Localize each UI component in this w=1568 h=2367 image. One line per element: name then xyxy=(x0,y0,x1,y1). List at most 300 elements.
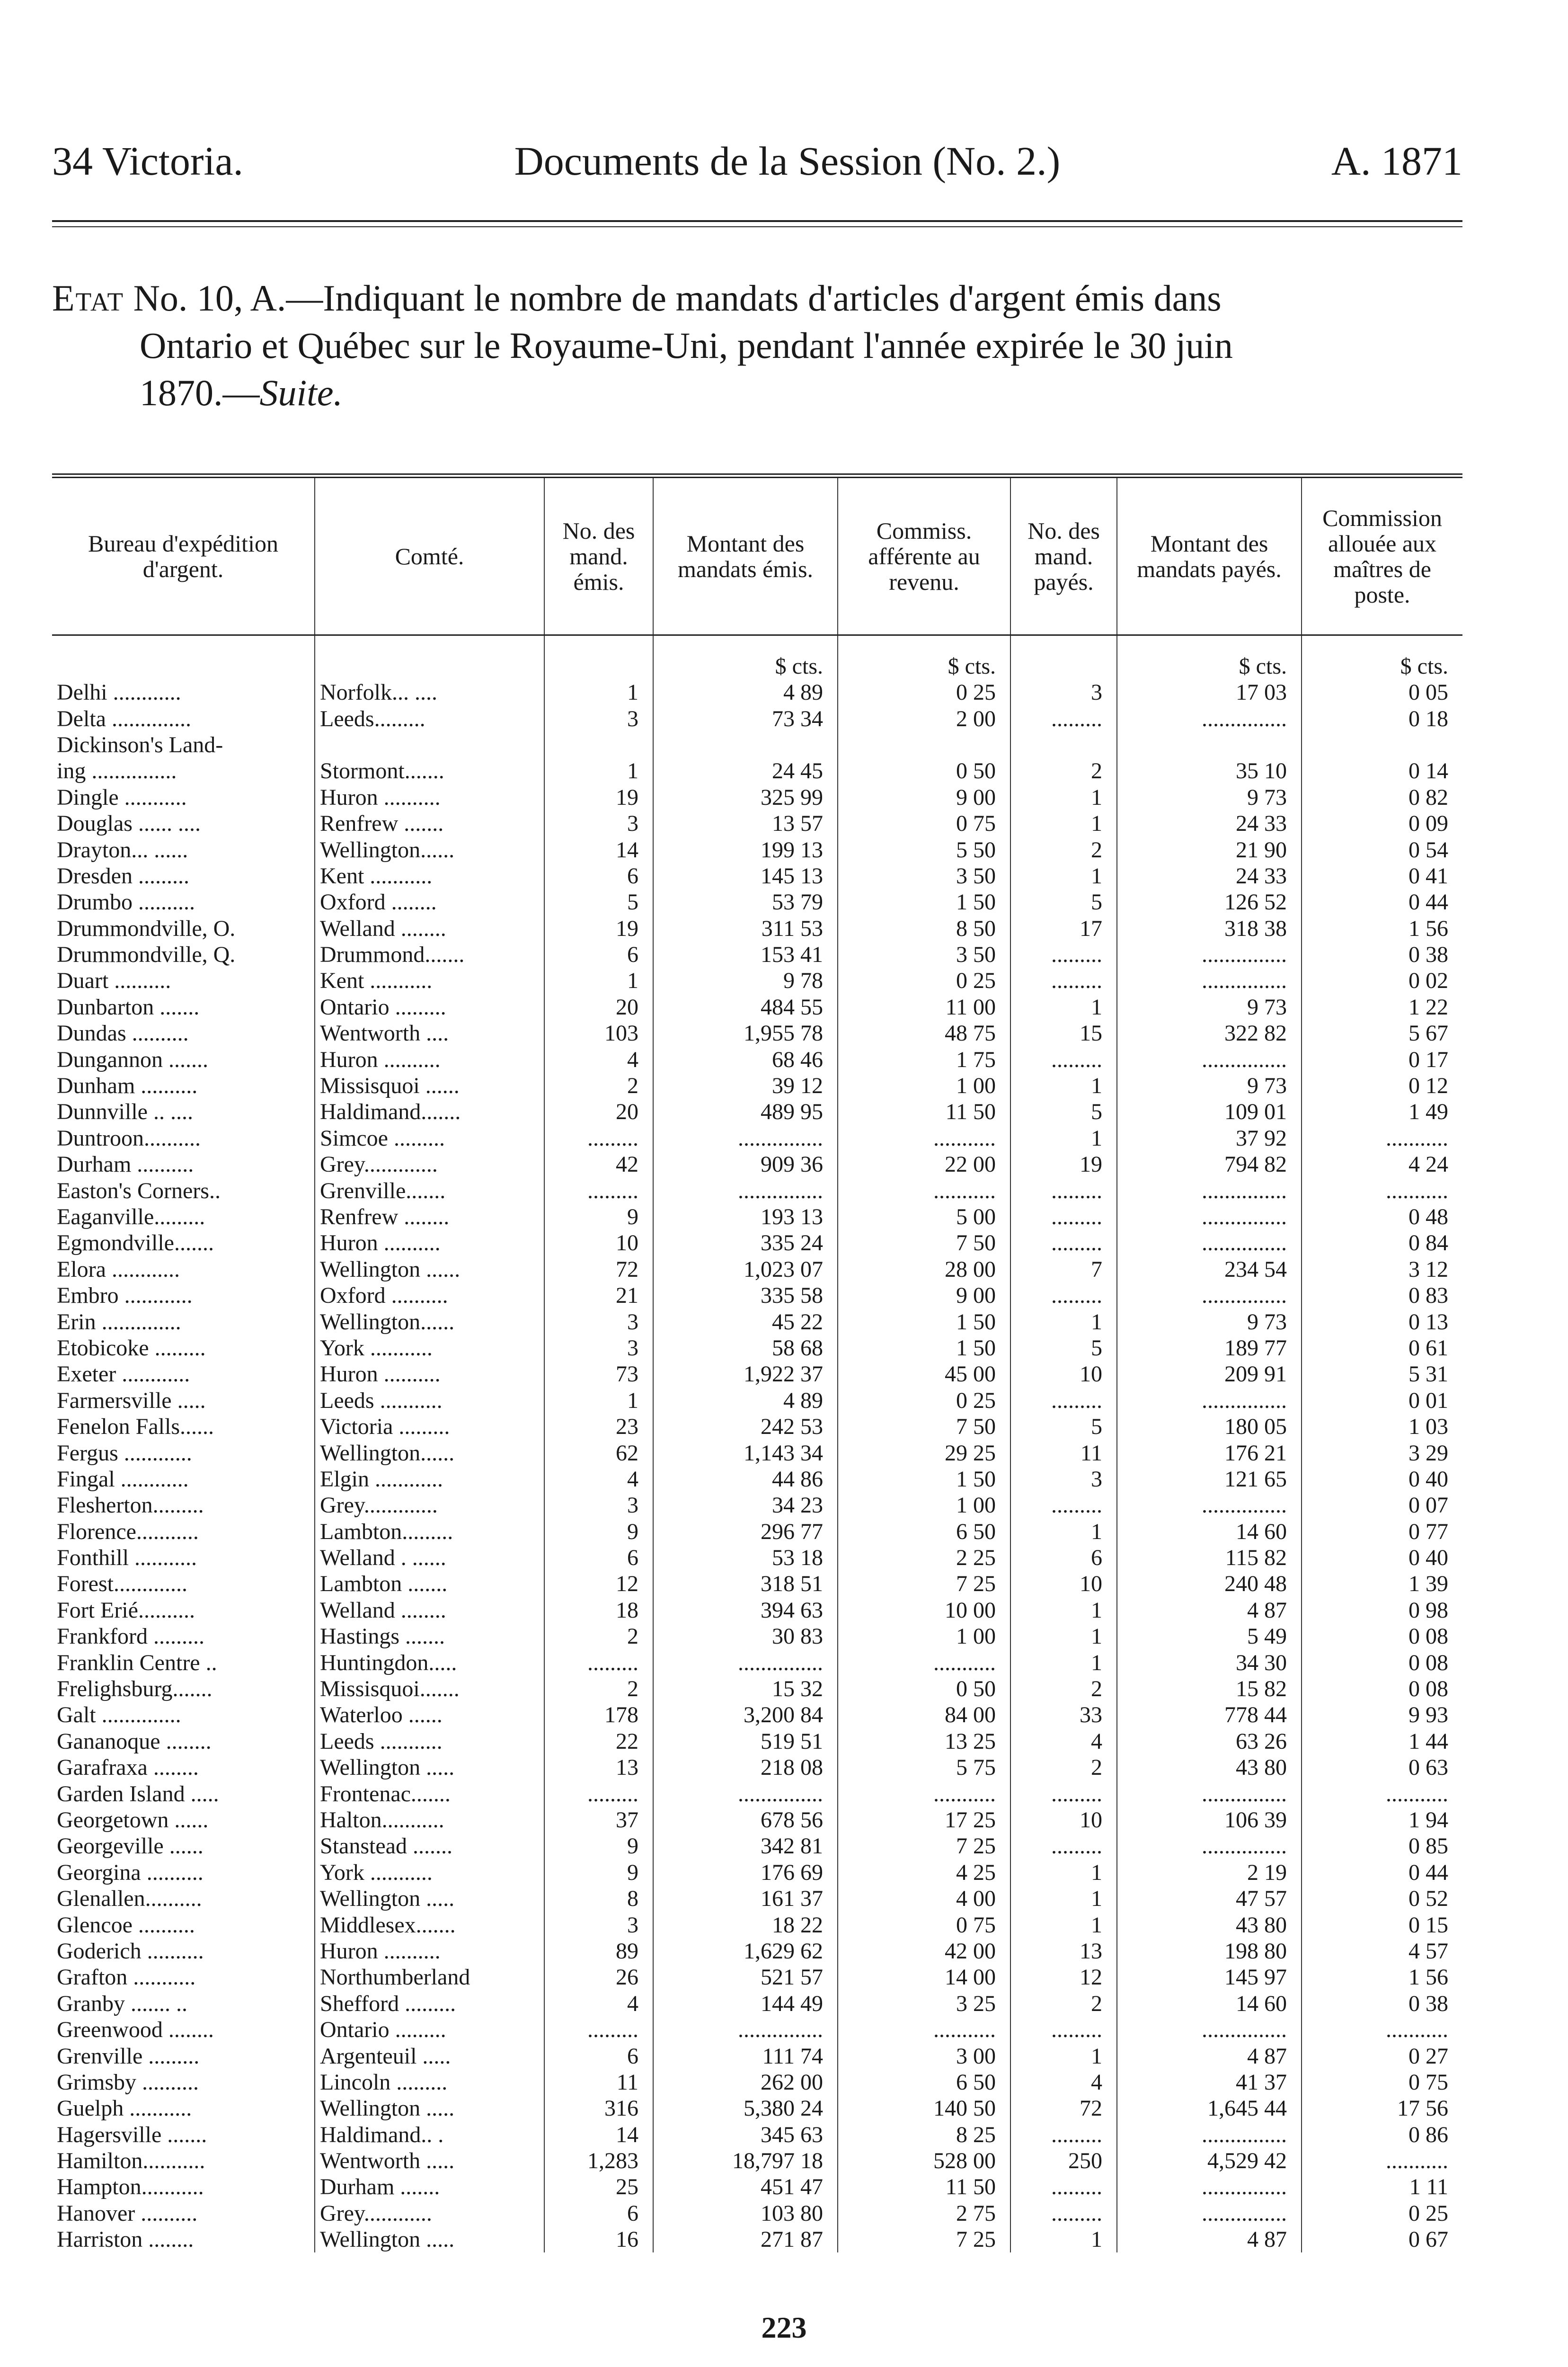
bureau-cell: Georgina .......... xyxy=(57,1860,204,1885)
montant-payes-cell: 176 21 xyxy=(1117,1440,1302,1466)
commission-maitres-cell: 0 75 xyxy=(1302,2069,1462,2095)
nb-emis-cell: 2 xyxy=(544,1623,653,1649)
nb-emis-cell: 22 xyxy=(544,1728,653,1754)
table-head xyxy=(52,476,1462,635)
commission-maitres-cell: 0 40 xyxy=(1302,1466,1462,1492)
col-header-nb-emis: No. des mand. émis. xyxy=(544,476,653,635)
table-row xyxy=(52,942,1462,968)
nb-payes-cell: 19 xyxy=(1010,1151,1117,1177)
nb-payes-cell: 2 xyxy=(1010,1676,1117,1702)
commission-revenu-cell: 28 00 xyxy=(838,1256,1010,1282)
bureau-cell: Durham .......... xyxy=(57,1152,194,1177)
bureau-cell: Etobicoke ......... xyxy=(57,1335,206,1361)
nb-payes-cell: 10 xyxy=(1010,1571,1117,1597)
montant-emis-cell: 318 51 xyxy=(653,1571,838,1597)
header-rule-top xyxy=(52,220,1462,222)
commission-maitres-cell: 0 07 xyxy=(1302,1492,1462,1518)
montant-emis-cell: 30 83 xyxy=(653,1623,838,1649)
montant-payes-cell: 2 19 xyxy=(1117,1860,1302,1886)
table-row xyxy=(52,1466,1462,1492)
commission-revenu-cell: 1 50 xyxy=(838,1308,1010,1335)
bureau-cell: Easton's Corners.. xyxy=(57,1178,221,1203)
comte-cell: Victoria ......... xyxy=(315,1414,544,1440)
nb-emis-cell: 1 xyxy=(544,1388,653,1414)
comte-cell: Middlesex....... xyxy=(315,1912,544,1938)
nb-emis-cell: 4 xyxy=(544,1466,653,1492)
commission-revenu-cell: 3 50 xyxy=(838,863,1010,889)
montant-emis-cell: ............... xyxy=(653,1780,838,1806)
commission-revenu-cell: 2 75 xyxy=(838,2200,1010,2226)
montant-emis-cell: ............... xyxy=(653,1177,838,1203)
nb-payes-cell: 5 xyxy=(1010,1335,1117,1361)
commission-revenu-cell: 1 00 xyxy=(838,1492,1010,1518)
currency-cell xyxy=(52,635,315,680)
nb-payes-cell: 1 xyxy=(1010,2226,1117,2252)
comte-cell: Grenville....... xyxy=(315,1177,544,1203)
bureau-cell: Harriston ........ xyxy=(57,2227,194,2252)
commission-revenu-cell: 0 25 xyxy=(838,679,1010,705)
montant-emis-cell: 9 78 xyxy=(653,968,838,994)
montant-payes-cell: 145 97 xyxy=(1117,1964,1302,1990)
running-header xyxy=(52,133,1462,189)
commission-revenu-cell: 1 00 xyxy=(838,1623,1010,1649)
commission-revenu-cell: 8 50 xyxy=(838,916,1010,942)
montant-emis-cell: 342 81 xyxy=(653,1833,838,1859)
table-row xyxy=(52,1230,1462,1256)
commission-revenu-cell: 10 00 xyxy=(838,1597,1010,1623)
montant-payes-cell: 35 10 xyxy=(1117,758,1302,784)
bureau-cell: Galt .............. xyxy=(57,1702,181,1728)
table-row xyxy=(52,1046,1462,1072)
table-row xyxy=(52,1912,1462,1938)
header-center: Documents de la Session (No. 2.) xyxy=(514,138,1061,184)
bureau-cell: Dungannon ....... xyxy=(57,1047,208,1072)
table-row xyxy=(52,1860,1462,1886)
nb-emis-cell: 23 xyxy=(544,1414,653,1440)
commission-maitres-cell: 0 12 xyxy=(1302,1073,1462,1099)
header-row xyxy=(52,476,1462,635)
commission-maitres-cell: 0 41 xyxy=(1302,863,1462,889)
bureau-cell: Dunham .......... xyxy=(57,1073,198,1099)
bureau-cell: Exeter ............ xyxy=(57,1361,190,1387)
nb-emis-cell: 316 xyxy=(544,2095,653,2121)
commission-revenu-cell: 1 50 xyxy=(838,1335,1010,1361)
table-row xyxy=(52,1649,1462,1675)
currency-cell xyxy=(1010,635,1117,680)
bureau-cell: Duntroon.......... xyxy=(57,1125,201,1151)
table-row xyxy=(52,2174,1462,2200)
commission-maitres-cell: 0 44 xyxy=(1302,1860,1462,1886)
montant-emis-cell: 145 13 xyxy=(653,863,838,889)
montant-emis-cell: 111 74 xyxy=(653,2043,838,2069)
currency-cell: $ cts. xyxy=(653,635,838,680)
commission-maitres-cell: 0 09 xyxy=(1302,810,1462,836)
montant-payes-cell: ............... xyxy=(1117,1046,1302,1072)
commission-maitres-cell: 0 84 xyxy=(1302,1230,1462,1256)
table-row xyxy=(52,810,1462,836)
nb-emis-cell: 20 xyxy=(544,994,653,1020)
montant-payes-cell: 41 37 xyxy=(1117,2069,1302,2095)
commission-maitres-cell: 4 24 xyxy=(1302,1151,1462,1177)
comte-cell: Wellington ...... xyxy=(315,1256,544,1282)
nb-emis-cell xyxy=(544,732,653,758)
commission-maitres-cell: 0 77 xyxy=(1302,1519,1462,1545)
commission-maitres-cell: 0 38 xyxy=(1302,1991,1462,2017)
commission-revenu-cell: 7 25 xyxy=(838,2226,1010,2252)
commission-revenu-cell: 140 50 xyxy=(838,2095,1010,2121)
montant-payes-cell: 9 73 xyxy=(1117,994,1302,1020)
nb-emis-cell: 89 xyxy=(544,1938,653,1964)
nb-emis-cell: 73 xyxy=(544,1361,653,1387)
commission-revenu-cell: 7 50 xyxy=(838,1230,1010,1256)
money-order-table xyxy=(52,473,1462,2252)
bureau-cell: Gananoque ........ xyxy=(57,1728,212,1754)
comte-cell: Wellington ..... xyxy=(315,1886,544,1912)
commission-maitres-cell: 1 56 xyxy=(1302,1964,1462,1990)
commission-maitres-cell: 1 22 xyxy=(1302,994,1462,1020)
table-row xyxy=(52,1597,1462,1623)
bureau-cell: Drayton... ...... xyxy=(57,837,188,863)
commission-maitres-cell: 0 01 xyxy=(1302,1388,1462,1414)
commission-revenu-cell: 2 25 xyxy=(838,1545,1010,1571)
nb-payes-cell: 3 xyxy=(1010,679,1117,705)
nb-payes-cell: 6 xyxy=(1010,1545,1117,1571)
table-row xyxy=(52,1440,1462,1466)
bureau-cell: Grenville ......... xyxy=(57,2043,200,2069)
commission-revenu-cell: 5 75 xyxy=(838,1754,1010,1780)
table-row xyxy=(52,1991,1462,2017)
montant-payes-cell: 17 03 xyxy=(1117,679,1302,705)
bureau-cell: ing ............... xyxy=(57,758,177,784)
bureau-cell: Eaganville......... xyxy=(57,1204,205,1229)
nb-emis-cell: 4 xyxy=(544,1046,653,1072)
nb-payes-cell: ......... xyxy=(1010,1204,1117,1230)
nb-emis-cell: 3 xyxy=(544,1492,653,1518)
comte-cell: Haldimand....... xyxy=(315,1099,544,1125)
nb-payes-cell: 1 xyxy=(1010,2043,1117,2069)
nb-emis-cell: 3 xyxy=(544,810,653,836)
comte-cell: Missisquoi ...... xyxy=(315,1073,544,1099)
col-header-montant-emis: Montant des mandats émis. xyxy=(653,476,838,635)
comte-cell: Welland . ...... xyxy=(315,1545,544,1571)
table-row xyxy=(52,2200,1462,2226)
montant-payes-cell: 234 54 xyxy=(1117,1256,1302,1282)
bureau-cell: Delta .............. xyxy=(57,706,191,731)
nb-payes-cell: ......... xyxy=(1010,705,1117,731)
montant-emis-cell: 1,955 78 xyxy=(653,1020,838,1046)
commission-revenu-cell: 0 75 xyxy=(838,810,1010,836)
commission-maitres-cell: 0 02 xyxy=(1302,968,1462,994)
nb-emis-cell: 178 xyxy=(544,1702,653,1728)
nb-payes-cell: 33 xyxy=(1010,1702,1117,1728)
bureau-cell: Erin .............. xyxy=(57,1309,181,1335)
commission-maitres-cell: 17 56 xyxy=(1302,2095,1462,2121)
commission-maitres-cell: 0 17 xyxy=(1302,1046,1462,1072)
nb-payes-cell: 1 xyxy=(1010,1597,1117,1623)
montant-emis-cell: 296 77 xyxy=(653,1519,838,1545)
nb-payes-cell: ......... xyxy=(1010,1780,1117,1806)
bureau-cell: Dingle ........... xyxy=(57,784,187,810)
comte-cell: Haldimand.. . xyxy=(315,2121,544,2147)
commission-maitres-cell: 4 57 xyxy=(1302,1938,1462,1964)
bureau-cell: Hamilton........... xyxy=(57,2148,205,2174)
montant-emis-cell: 1,629 62 xyxy=(653,1938,838,1964)
bureau-cell: Fenelon Falls...... xyxy=(57,1414,214,1440)
montant-emis-cell: 24 45 xyxy=(653,758,838,784)
comte-cell: Huron .......... xyxy=(315,784,544,810)
nb-emis-cell: 8 xyxy=(544,1886,653,1912)
montant-emis-cell: 1,922 37 xyxy=(653,1361,838,1387)
table-row xyxy=(52,994,1462,1020)
commission-revenu-cell: 1 50 xyxy=(838,1466,1010,1492)
title-text-2: Ontario et Québec sur le Royaume-Uni, pendant l'année expirée le 30 juin xyxy=(140,325,1233,366)
comte-cell: Renfrew ........ xyxy=(315,1204,544,1230)
nb-emis-cell: ......... xyxy=(544,2017,653,2043)
table-row xyxy=(52,2017,1462,2043)
title-continued: Suite. xyxy=(259,372,343,413)
bureau-cell: Duart .......... xyxy=(57,968,171,994)
comte-cell: Ontario ......... xyxy=(315,2017,544,2043)
montant-emis-cell: 13 57 xyxy=(653,810,838,836)
commission-maitres-cell: 3 29 xyxy=(1302,1440,1462,1466)
commission-maitres-cell: 3 12 xyxy=(1302,1256,1462,1282)
comte-cell: Grey............. xyxy=(315,1151,544,1177)
table-row xyxy=(52,758,1462,784)
commission-revenu-cell: 14 00 xyxy=(838,1964,1010,1990)
commission-maitres-cell: 0 18 xyxy=(1302,705,1462,731)
montant-emis-cell: 335 24 xyxy=(653,1230,838,1256)
col-header-commission-revenu: Commiss. afférente au revenu. xyxy=(838,476,1010,635)
montant-payes-cell: 189 77 xyxy=(1117,1335,1302,1361)
montant-payes-cell: 778 44 xyxy=(1117,1702,1302,1728)
commission-revenu-cell: ........... xyxy=(838,1177,1010,1203)
commission-maitres-cell: 1 94 xyxy=(1302,1807,1462,1833)
montant-emis-cell: 34 23 xyxy=(653,1492,838,1518)
commission-revenu-cell: 0 50 xyxy=(838,1676,1010,1702)
comte-cell: Wellington ..... xyxy=(315,2226,544,2252)
commission-revenu-cell: 11 00 xyxy=(838,994,1010,1020)
montant-payes-cell: 180 05 xyxy=(1117,1414,1302,1440)
currency-cell xyxy=(315,635,544,680)
table-row xyxy=(52,2148,1462,2174)
nb-payes-cell: ......... xyxy=(1010,1230,1117,1256)
table-row xyxy=(52,1702,1462,1728)
table-row xyxy=(52,1020,1462,1046)
bureau-cell: Florence........... xyxy=(57,1519,199,1544)
commission-maitres-cell: 0 15 xyxy=(1302,1912,1462,1938)
nb-emis-cell: 3 xyxy=(544,1308,653,1335)
header-left: 34 Victoria. xyxy=(52,138,244,184)
comte-cell: Elgin ............ xyxy=(315,1466,544,1492)
commission-maitres-cell xyxy=(1302,732,1462,758)
montant-payes-cell: 24 33 xyxy=(1117,810,1302,836)
bureau-cell: Flesherton......... xyxy=(57,1493,204,1518)
montant-emis-cell: 15 32 xyxy=(653,1676,838,1702)
montant-payes-cell: 15 82 xyxy=(1117,1676,1302,1702)
table-row xyxy=(52,1308,1462,1335)
bureau-cell: Franklin Centre .. xyxy=(57,1650,217,1675)
montant-emis-cell: 1,023 07 xyxy=(653,1256,838,1282)
montant-payes-cell: 240 48 xyxy=(1117,1571,1302,1597)
page-number: 223 xyxy=(761,2311,807,2344)
commission-revenu-cell: ........... xyxy=(838,1780,1010,1806)
comte-cell: Argenteuil ..... xyxy=(315,2043,544,2069)
montant-emis-cell xyxy=(653,732,838,758)
table-row xyxy=(52,1780,1462,1806)
comte-cell: Ontario ......... xyxy=(315,994,544,1020)
commission-revenu-cell: ........... xyxy=(838,1125,1010,1151)
table-row xyxy=(52,1754,1462,1780)
montant-emis-cell: 451 47 xyxy=(653,2174,838,2200)
table-row xyxy=(52,1335,1462,1361)
montant-payes-cell: 37 92 xyxy=(1117,1125,1302,1151)
comte-cell: Hastings ....... xyxy=(315,1623,544,1649)
nb-emis-cell: 3 xyxy=(544,705,653,731)
montant-payes-cell: ............... xyxy=(1117,1492,1302,1518)
montant-emis-cell: 335 58 xyxy=(653,1282,838,1308)
commission-revenu-cell: 0 50 xyxy=(838,758,1010,784)
nb-payes-cell: 1 xyxy=(1010,1912,1117,1938)
comte-cell: Oxford ........ xyxy=(315,889,544,915)
table-row xyxy=(52,2095,1462,2121)
bureau-cell: Dickinson's Land- xyxy=(57,732,223,757)
montant-payes-cell: 322 82 xyxy=(1117,1020,1302,1046)
comte-cell: York ........... xyxy=(315,1860,544,1886)
col-header-commission-maitres: Commission allouée aux maîtres de poste. xyxy=(1302,476,1462,635)
montant-payes-cell: ............... xyxy=(1117,942,1302,968)
commission-revenu-cell: 22 00 xyxy=(838,1151,1010,1177)
montant-payes-cell: ............... xyxy=(1117,968,1302,994)
montant-payes-cell: 1,645 44 xyxy=(1117,2095,1302,2121)
montant-payes-cell: 121 65 xyxy=(1117,1466,1302,1492)
nb-emis-cell: 9 xyxy=(544,1519,653,1545)
table-row xyxy=(52,1571,1462,1597)
nb-payes-cell: 11 xyxy=(1010,1440,1117,1466)
commission-revenu-cell: 11 50 xyxy=(838,2174,1010,2200)
currency-cell: $ cts. xyxy=(1117,635,1302,680)
montant-payes-cell: 43 80 xyxy=(1117,1754,1302,1780)
nb-emis-cell: 37 xyxy=(544,1807,653,1833)
nb-payes-cell: 1 xyxy=(1010,1649,1117,1675)
comte-cell: Huron .......... xyxy=(315,1230,544,1256)
nb-payes-cell: ......... xyxy=(1010,1282,1117,1308)
comte-cell: Halton........... xyxy=(315,1807,544,1833)
bureau-cell: Fingal ............ xyxy=(57,1466,189,1492)
bureau-cell: Goderich .......... xyxy=(57,1938,204,1964)
commission-maitres-cell: 0 08 xyxy=(1302,1649,1462,1675)
nb-emis-cell: 3 xyxy=(544,1912,653,1938)
nb-emis-cell: 4 xyxy=(544,1991,653,2017)
commission-maitres-cell: 0 61 xyxy=(1302,1335,1462,1361)
montant-emis-cell: 176 69 xyxy=(653,1860,838,1886)
bureau-cell: Granby ....... .. xyxy=(57,1991,187,2016)
title-text-1: —Indiquant le nombre de mandats d'articles d'argent émis dans xyxy=(286,277,1222,319)
nb-emis-cell: 9 xyxy=(544,1860,653,1886)
nb-payes-cell: ......... xyxy=(1010,942,1117,968)
commission-revenu-cell: 29 25 xyxy=(838,1440,1010,1466)
commission-maitres-cell: 0 14 xyxy=(1302,758,1462,784)
montant-payes-cell: ............... xyxy=(1117,1230,1302,1256)
nb-payes-cell: 1 xyxy=(1010,1519,1117,1545)
table-row xyxy=(52,1256,1462,1282)
montant-payes-cell xyxy=(1117,732,1302,758)
bureau-cell: Fort Erié.......... xyxy=(57,1597,195,1623)
title-text-3: 1870.— xyxy=(140,372,260,413)
bureau-cell: Georgetown ...... xyxy=(57,1807,209,1833)
comte-cell: Welland ........ xyxy=(315,916,544,942)
commission-revenu-cell: 13 25 xyxy=(838,1728,1010,1754)
montant-emis-cell: 144 49 xyxy=(653,1991,838,2017)
montant-emis-cell: 4 89 xyxy=(653,679,838,705)
commission-revenu-cell: 48 75 xyxy=(838,1020,1010,1046)
bureau-cell: Fergus ............ xyxy=(57,1440,192,1466)
nb-emis-cell: 1 xyxy=(544,968,653,994)
nb-payes-cell: 12 xyxy=(1010,1964,1117,1990)
title-number: No. 10, A. xyxy=(133,277,286,319)
comte-cell: Leeds ........... xyxy=(315,1728,544,1754)
montant-payes-cell: ............... xyxy=(1117,1833,1302,1859)
nb-emis-cell: ......... xyxy=(544,1177,653,1203)
montant-emis-cell: 18,797 18 xyxy=(653,2148,838,2174)
commission-revenu-cell: 11 50 xyxy=(838,1099,1010,1125)
nb-emis-cell: 11 xyxy=(544,2069,653,2095)
commission-maitres-cell: 0 85 xyxy=(1302,1833,1462,1859)
nb-payes-cell: 7 xyxy=(1010,1256,1117,1282)
montant-emis-cell: 1,143 34 xyxy=(653,1440,838,1466)
commission-maitres-cell: 0 40 xyxy=(1302,1545,1462,1571)
commission-revenu-cell: 4 25 xyxy=(838,1860,1010,1886)
montant-emis-cell: 521 57 xyxy=(653,1964,838,1990)
header-rule-bottom xyxy=(52,226,1462,227)
montant-payes-cell: 318 38 xyxy=(1117,916,1302,942)
table-body xyxy=(52,635,1462,2253)
commission-revenu-cell: 6 50 xyxy=(838,2069,1010,2095)
montant-emis-cell: 5,380 24 xyxy=(653,2095,838,2121)
table-row xyxy=(52,1545,1462,1571)
table-row xyxy=(52,1886,1462,1912)
bureau-cell: Hampton........... xyxy=(57,2174,204,2200)
commission-maitres-cell: ........... xyxy=(1302,1177,1462,1203)
commission-revenu-cell: 3 00 xyxy=(838,2043,1010,2069)
montant-emis-cell: 311 53 xyxy=(653,916,838,942)
table-row xyxy=(52,1073,1462,1099)
comte-cell: Wellington...... xyxy=(315,836,544,863)
montant-payes-cell: ............... xyxy=(1117,1177,1302,1203)
table-row xyxy=(52,1833,1462,1859)
nb-payes-cell: 1 xyxy=(1010,1073,1117,1099)
commission-revenu-cell xyxy=(838,732,1010,758)
nb-emis-cell: 26 xyxy=(544,1964,653,1990)
commission-maitres-cell: 0 25 xyxy=(1302,2200,1462,2226)
nb-payes-cell: 250 xyxy=(1010,2148,1117,2174)
montant-payes-cell: 198 80 xyxy=(1117,1938,1302,1964)
comte-cell: Welland ........ xyxy=(315,1597,544,1623)
nb-emis-cell: 6 xyxy=(544,863,653,889)
montant-emis-cell: ............... xyxy=(653,1649,838,1675)
montant-payes-cell: ............... xyxy=(1117,1780,1302,1806)
montant-emis-cell: ............... xyxy=(653,2017,838,2043)
commission-revenu-cell: 3 50 xyxy=(838,942,1010,968)
montant-emis-cell: 325 99 xyxy=(653,784,838,810)
nb-emis-cell: 1 xyxy=(544,758,653,784)
comte-cell: Grey............. xyxy=(315,1492,544,1518)
montant-payes-cell: 24 33 xyxy=(1117,863,1302,889)
commission-revenu-cell: 7 25 xyxy=(838,1833,1010,1859)
bureau-cell: Drumbo .......... xyxy=(57,890,195,915)
nb-emis-cell: 9 xyxy=(544,1204,653,1230)
bureau-cell: Glenallen.......... xyxy=(57,1886,202,1912)
montant-payes-cell: ............... xyxy=(1117,2017,1302,2043)
